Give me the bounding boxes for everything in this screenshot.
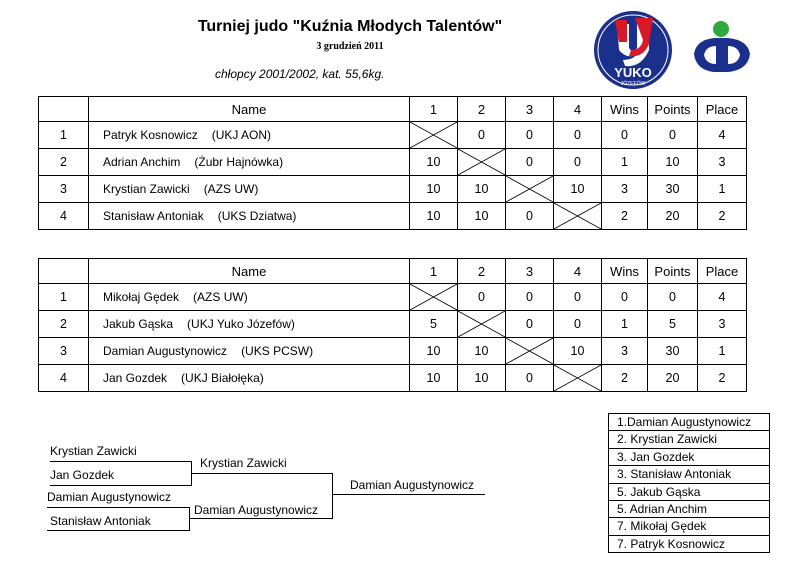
table-row bbox=[39, 122, 747, 149]
group2-results-table bbox=[38, 258, 747, 392]
wins-value: 1 bbox=[602, 311, 648, 338]
bout-score: 10 bbox=[554, 176, 602, 203]
header-points: Points bbox=[648, 97, 698, 122]
header-bout-1: 1 bbox=[410, 259, 458, 284]
bout-score: 0 bbox=[554, 311, 602, 338]
bracket-connector bbox=[191, 461, 192, 486]
place-value: 1 bbox=[698, 338, 747, 365]
ranking-item: 7. Mikołaj Gędek bbox=[609, 518, 769, 535]
bout-score: 5 bbox=[410, 311, 458, 338]
wins-value: 0 bbox=[602, 122, 648, 149]
competitor-cell bbox=[89, 122, 410, 149]
final-competitor-a: Krystian Zawicki bbox=[200, 456, 287, 470]
header-bout-4: 4 bbox=[554, 97, 602, 122]
bracket-connector bbox=[332, 473, 333, 519]
competitor-club: (Żubr Hajnówka) bbox=[194, 155, 284, 169]
points-value: 20 bbox=[648, 203, 698, 230]
row-number: 1 bbox=[39, 284, 89, 311]
bracket-line bbox=[50, 461, 192, 462]
bout-score: 10 bbox=[458, 365, 506, 392]
header-name: Name bbox=[89, 97, 410, 122]
self-bout-cross bbox=[506, 176, 554, 203]
competitor-cell bbox=[89, 176, 410, 203]
row-number: 2 bbox=[39, 149, 89, 176]
place-value: 1 bbox=[698, 176, 747, 203]
header-name: Name bbox=[89, 259, 410, 284]
header-place: Place bbox=[698, 259, 747, 284]
yuko-logo bbox=[593, 10, 673, 90]
bracket-line bbox=[50, 485, 192, 486]
final-ranking-list bbox=[608, 413, 770, 553]
bracket-line bbox=[47, 507, 189, 508]
bout-score: 0 bbox=[554, 122, 602, 149]
row-number: 1 bbox=[39, 122, 89, 149]
bout-score: 10 bbox=[458, 338, 506, 365]
wins-value: 2 bbox=[602, 203, 648, 230]
table-row bbox=[39, 176, 747, 203]
table-header bbox=[39, 259, 747, 284]
row-number: 3 bbox=[39, 338, 89, 365]
bout-score: 10 bbox=[410, 338, 458, 365]
bracket-line bbox=[190, 518, 333, 519]
competitor-club: (UKS PCSW) bbox=[241, 344, 314, 358]
logo-subtext: JÓZEFÓW bbox=[620, 81, 646, 87]
competitor-name: Jakub Gąska bbox=[103, 317, 174, 331]
place-value: 3 bbox=[698, 149, 747, 176]
competitor-club: (UKJ Yuko Józefów) bbox=[187, 317, 295, 331]
logo-text: YUKO bbox=[614, 65, 652, 80]
points-value: 5 bbox=[648, 311, 698, 338]
wins-value: 3 bbox=[602, 338, 648, 365]
header-cell bbox=[39, 97, 89, 122]
competitor-name: Mikołaj Gędek bbox=[103, 290, 180, 304]
competitor-club: (UKS Dziatwa) bbox=[217, 209, 297, 223]
self-bout-cross bbox=[458, 149, 506, 176]
header-bout-2: 2 bbox=[458, 97, 506, 122]
row-number: 4 bbox=[39, 203, 89, 230]
points-value: 30 bbox=[648, 176, 698, 203]
bracket-line bbox=[192, 473, 333, 474]
competitor-name: Krystian Zawicki bbox=[103, 182, 190, 196]
bout-score: 0 bbox=[506, 122, 554, 149]
competitor-cell bbox=[89, 338, 410, 365]
bout-score: 10 bbox=[458, 176, 506, 203]
competitor-name: Patryk Kosnowicz bbox=[103, 128, 198, 142]
points-value: 0 bbox=[648, 284, 698, 311]
competitor-cell bbox=[89, 365, 410, 392]
bout-score: 10 bbox=[410, 203, 458, 230]
wins-value: 3 bbox=[602, 176, 648, 203]
header-bout-3: 3 bbox=[506, 259, 554, 284]
bout-score: 10 bbox=[410, 149, 458, 176]
table-header bbox=[39, 97, 747, 122]
header-wins: Wins bbox=[602, 97, 648, 122]
tournament-winner: Damian Augustynowicz bbox=[350, 478, 475, 492]
competitor-name: Jan Gozdek bbox=[103, 371, 168, 385]
wins-value: 0 bbox=[602, 284, 648, 311]
bout-score: 10 bbox=[410, 176, 458, 203]
table-row bbox=[39, 311, 747, 338]
ranking-item: 1.Damian Augustynowicz bbox=[609, 414, 769, 431]
ranking-item: 3. Jan Gozdek bbox=[609, 449, 769, 466]
bout-score: 10 bbox=[458, 203, 506, 230]
points-value: 30 bbox=[648, 338, 698, 365]
self-bout-cross bbox=[554, 203, 602, 230]
competitor-name: Damian Augustynowicz bbox=[103, 344, 228, 358]
wins-value: 1 bbox=[602, 149, 648, 176]
header-bout-1: 1 bbox=[410, 97, 458, 122]
ranking-item: 5. Adrian Anchim bbox=[609, 501, 769, 518]
ranking-item: 5. Jakub Gąska bbox=[609, 484, 769, 501]
weight-category: chłopcy 2001/2002, kat. 55,6kg. bbox=[215, 67, 385, 81]
final-competitor-b: Damian Augustynowicz bbox=[194, 503, 319, 517]
self-bout-cross bbox=[410, 284, 458, 311]
row-number: 2 bbox=[39, 311, 89, 338]
competitor-club: (UKJ Białołęka) bbox=[181, 371, 264, 385]
competitor-cell bbox=[89, 203, 410, 230]
header-bout-3: 3 bbox=[506, 97, 554, 122]
semifinal1-competitor-b: Jan Gozdek bbox=[50, 468, 115, 482]
competitor-club: (AZS UW) bbox=[193, 290, 248, 304]
header-bout-2: 2 bbox=[458, 259, 506, 284]
header-points: Points bbox=[648, 259, 698, 284]
bout-score: 10 bbox=[410, 365, 458, 392]
points-value: 20 bbox=[648, 365, 698, 392]
place-value: 3 bbox=[698, 311, 747, 338]
bout-score: 0 bbox=[506, 365, 554, 392]
ranking-item: 2. Krystian Zawicki bbox=[609, 431, 769, 448]
bout-score: 0 bbox=[506, 284, 554, 311]
bracket-connector bbox=[189, 507, 190, 531]
table-row bbox=[39, 338, 747, 365]
tournament-date: 3 grudzień 2011 bbox=[316, 41, 384, 52]
semifinal2-competitor-b: Stanisław Antoniak bbox=[50, 514, 151, 528]
place-value: 2 bbox=[698, 203, 747, 230]
semifinal1-competitor-a: Krystian Zawicki bbox=[50, 444, 137, 458]
header-wins: Wins bbox=[602, 259, 648, 284]
bout-score: 0 bbox=[506, 149, 554, 176]
wins-value: 2 bbox=[602, 365, 648, 392]
place-value: 4 bbox=[698, 122, 747, 149]
header-place: Place bbox=[698, 97, 747, 122]
competitor-cell bbox=[89, 311, 410, 338]
self-bout-cross bbox=[410, 122, 458, 149]
points-value: 0 bbox=[648, 122, 698, 149]
self-bout-cross bbox=[458, 311, 506, 338]
group1-results-table bbox=[38, 96, 747, 230]
competitor-club: (AZS UW) bbox=[203, 182, 259, 196]
bracket-line bbox=[333, 494, 485, 495]
bout-score: 0 bbox=[554, 284, 602, 311]
bout-score: 0 bbox=[506, 203, 554, 230]
bout-score: 0 bbox=[554, 149, 602, 176]
self-bout-cross bbox=[554, 365, 602, 392]
table-row bbox=[39, 365, 747, 392]
competitor-name: Adrian Anchim bbox=[103, 155, 181, 169]
header-bout-4: 4 bbox=[554, 259, 602, 284]
place-value: 4 bbox=[698, 284, 747, 311]
row-number: 4 bbox=[39, 365, 89, 392]
ranking-item: 3. Stanisław Antoniak bbox=[609, 466, 769, 483]
header-cell bbox=[39, 259, 89, 284]
competitor-name: Stanisław Antoniak bbox=[103, 209, 204, 223]
bout-score: 0 bbox=[458, 284, 506, 311]
bracket-line bbox=[47, 530, 189, 531]
competitor-cell bbox=[89, 284, 410, 311]
bout-score: 0 bbox=[506, 311, 554, 338]
table-row bbox=[39, 284, 747, 311]
points-value: 10 bbox=[648, 149, 698, 176]
bout-score: 0 bbox=[458, 122, 506, 149]
place-value: 2 bbox=[698, 365, 747, 392]
table-row bbox=[39, 203, 747, 230]
info-logo bbox=[688, 18, 756, 82]
ranking-item: 7. Patryk Kosnowicz bbox=[617, 536, 726, 551]
row-number: 3 bbox=[39, 176, 89, 203]
competitor-cell bbox=[89, 149, 410, 176]
semifinal2-competitor-a: Damian Augustynowicz bbox=[47, 490, 172, 504]
self-bout-cross bbox=[506, 338, 554, 365]
tournament-title: Turniej judo "Kuźnia Młodych Talentów" bbox=[197, 18, 503, 35]
competitor-club: (UKJ AON) bbox=[211, 128, 272, 142]
bout-score: 10 bbox=[554, 338, 602, 365]
table-row bbox=[39, 149, 747, 176]
